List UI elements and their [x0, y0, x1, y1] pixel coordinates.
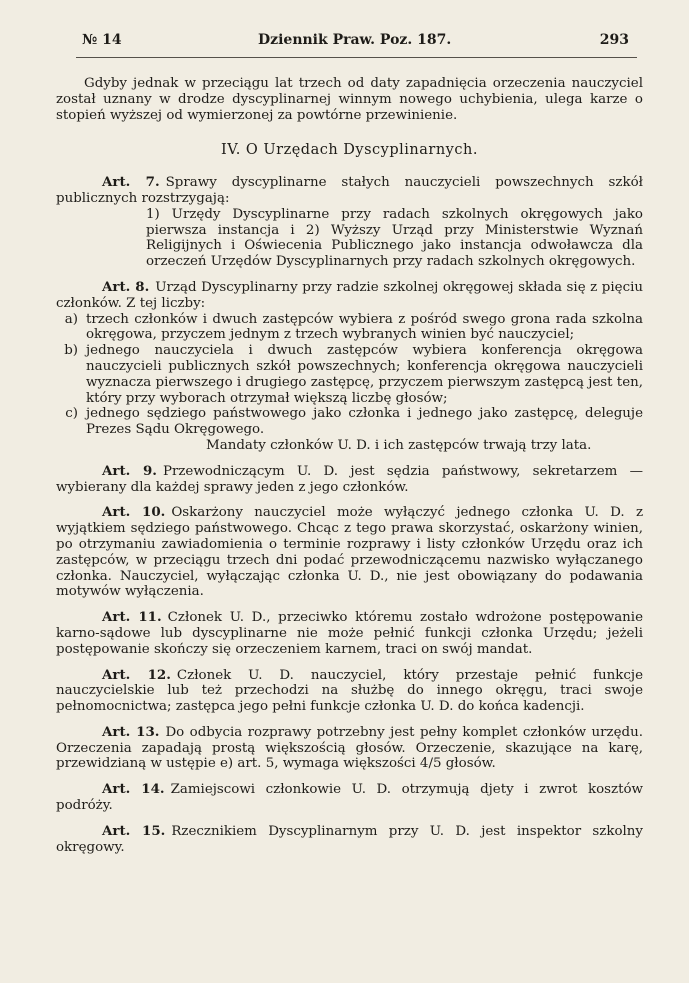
- article-text: Do odbycia rozprawy potrzebny jest pełny komplet członków urzędu. Orzeczenia zapadają prostą większością głosów. Orzeczenie, skazujące na karę, przewidzianą w ustępie e) art. 5, wymaga większości 4/5 głosów.: [56, 724, 643, 772]
- list-item: [56, 343, 643, 406]
- journal-title: Dziennik Praw. Poz. 187.: [258, 32, 452, 48]
- article-7: [56, 175, 643, 270]
- list-item-text: trzech członków i dwuch zastępców wybiera z pośród swego grona rada szkolna okręgowa, przyczem jednym z trzech wybranych winien być nauczyciel;: [86, 311, 643, 343]
- list-item-text: jednego sędziego państwowego jako członka i jednego jako zastępcę, deleguje Prezes Sądu Okręgowego.: [86, 406, 643, 438]
- article-12: [56, 668, 643, 715]
- article-14: [56, 782, 643, 814]
- article-label: Art. 11.: [102, 609, 162, 626]
- article-text: Rzecznikiem Dyscyplinarnym przy U. D. jest inspektor szkolny okręgowy.: [56, 823, 643, 855]
- article-label: Art. 8.: [102, 278, 150, 295]
- article-10: [56, 505, 643, 600]
- article-11: [56, 610, 643, 657]
- page-number: 293: [599, 32, 629, 48]
- article-13: [56, 725, 643, 772]
- article-text: Urząd Dyscyplinarny przy radzie szkolnej okręgowej składa się z pięciu członków. Z tej liczby:: [56, 279, 643, 311]
- section-title: IV. O Urzędach Dyscyplinarnych.: [221, 142, 478, 159]
- page-header: [82, 32, 629, 54]
- article-label: Art. 13.: [102, 723, 160, 740]
- article-text: Członek U. D., przeciwko któremu zostało wdrożone postępowanie karno-sądowe lub dyscyplinarne nie może pełnić funkcji członka Urzędu; jeżeli postępowanie skończy się orzeczeniem karnem, traci on swój mandat.: [56, 610, 644, 657]
- article-text: Zamiejscowi członkowie U. D. otrzymują djety i zwrot kosztów podróży.: [56, 782, 644, 814]
- header-rule: [76, 57, 637, 58]
- article-text: Członek U. D. nauczyciel, który przestaje pełnić funkcje nauczycielskie lub też przechodzi na służbę do innego okręgu, traci swoje pełnomocnictwa; zastępca jego pełni funkcje członka U. D. do końca kadencji.: [56, 667, 643, 715]
- issue-number: № 14: [82, 32, 122, 48]
- article-label: Art. 15.: [102, 822, 166, 839]
- list-item: [56, 312, 643, 344]
- article-15: [56, 824, 643, 856]
- article-subparagraph: 1) Urzędy Dyscyplinarne przy radach szkolnych okręgowych jako pierwsza instancja i 2) Wyższy Urząd przy Ministerstwie Wyznań Religijnych i Oświecenia Publicznego jako instancja odwoławcza dla orzeczeń Urzędów Dyscyplinarnych przy radach szkolnych okręgowych.: [146, 206, 643, 270]
- list-marker: b): [64, 343, 78, 359]
- article-label: Art. 14.: [102, 781, 165, 798]
- list-marker: a): [64, 311, 78, 327]
- list-item-text: jednego nauczyciela i dwuch zastępców wybiera konferencja okręgowa nauczycieli publicznych szkół powszechnych; konferencja okręgowa nauczycieli wyznacza pierwszego i drugiego zastępcę, przyczem pierwszym zastępcą jest ten, który przy wyborach otrzymał większą liczbę głosów;: [86, 343, 643, 406]
- list-item: [56, 406, 643, 438]
- article-label: Art. 12.: [102, 666, 171, 683]
- article-closing: Mandaty członków U. D. i ich zastępców trwają trzy lata.: [206, 437, 592, 453]
- list-marker: c): [65, 406, 78, 422]
- intro-paragraph: Gdyby jednak w przeciągu lat trzech od daty zapadnięcia orzeczenia nauczyciel został uznany w drodze dyscyplinarnej winnym nowego uchybienia, ulega karze o stopień wyższej od wymierzonej za powtórne przewinienie.: [56, 76, 643, 123]
- article-text: Przewodniczącym U. D. jest sędzia państwowy, sekretarzem — wybierany dla każdej sprawy jeden z jego członków.: [56, 463, 643, 495]
- article-label: Art. 10.: [102, 504, 166, 521]
- article-text: Oskarżony nauczyciel może wyłączyć jednego członka U. D. z wyjątkiem sędziego państwowego. Chcąc z tego prawa skorzystać, oskarżony winien, po otrzymaniu zawiadomienia o terminie rozprawy i listy członków Urzędu oraz ich zastępców, w przeciągu trzech dni podać przewodniczącemu nazwisko wyłączanego członka. Nauczyciel, wyłączając członka U. D., nie jest obowiązany do podawania motywów wyłączenia.: [56, 505, 644, 600]
- article-label: Art. 9.: [102, 462, 157, 479]
- article-8: [56, 280, 643, 454]
- article-text: Sprawy dyscyplinarne stałych nauczycieli powszechnych szkół publicznych rozstrzygają:: [56, 175, 643, 206]
- article-9: [56, 464, 643, 496]
- document-body: [56, 76, 643, 855]
- article-label: Art. 7.: [102, 174, 160, 191]
